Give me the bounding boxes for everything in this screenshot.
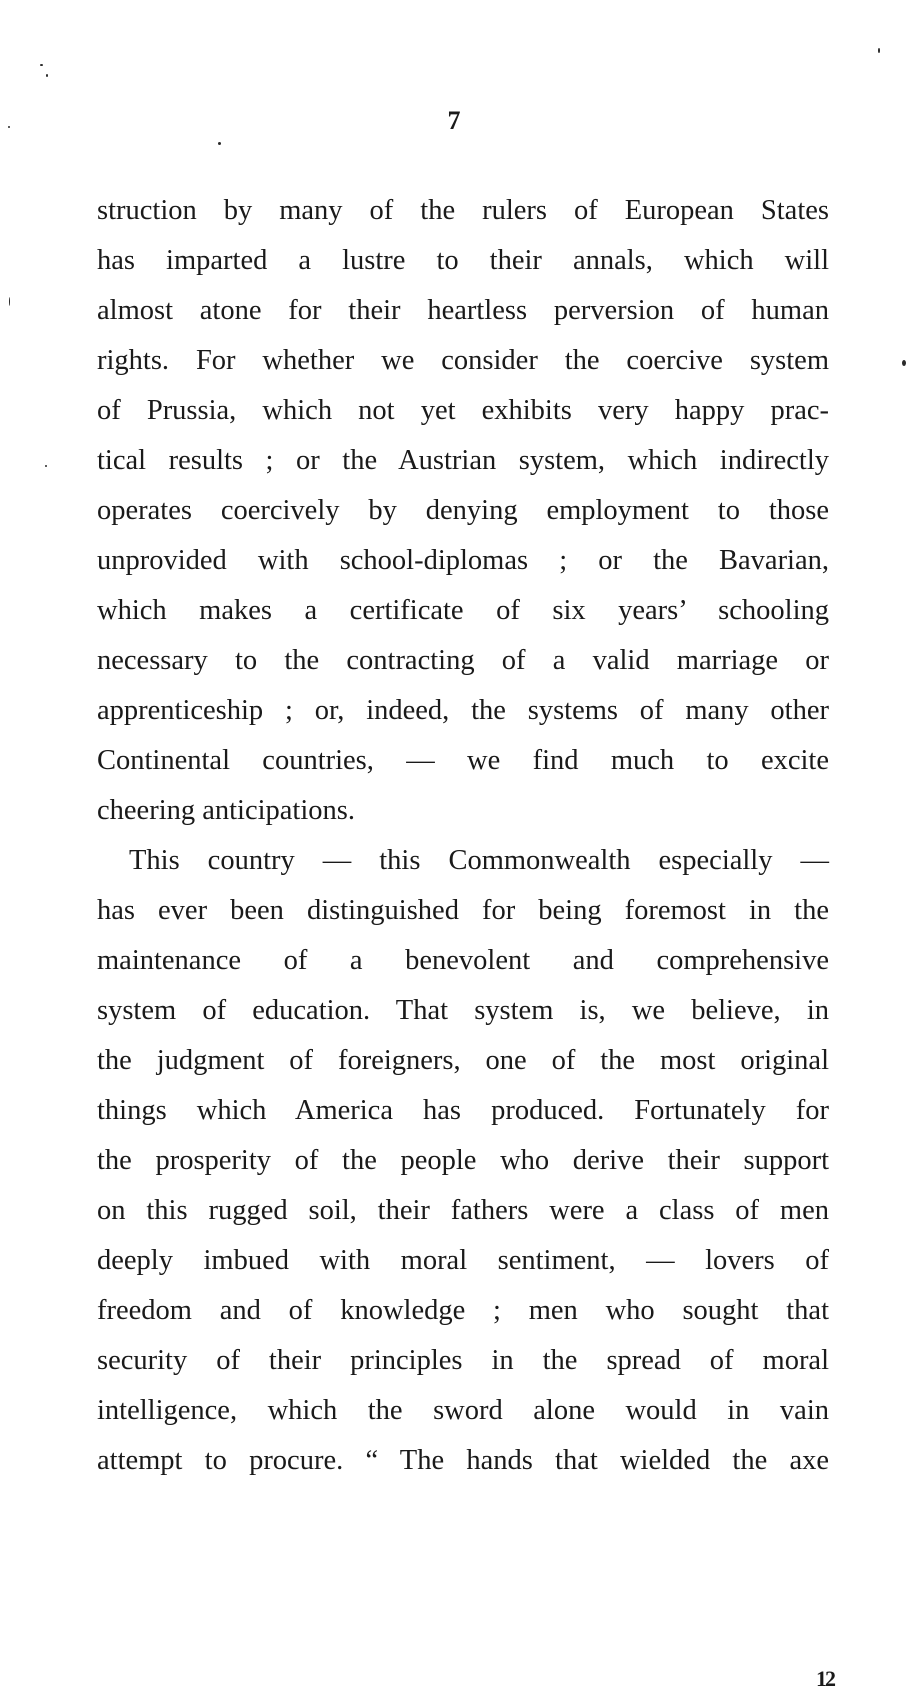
text-line: deeply imbued with moral sentiment, — lovers of: [97, 1245, 829, 1276]
text-line: operates coercively by denying employment to those: [97, 495, 829, 526]
text-line: cheering anticipations.: [97, 795, 355, 826]
text-line: the prosperity of the people who derive their support: [97, 1145, 829, 1176]
text-line: unprovided with school-diplomas ; or the Bavarian,: [97, 545, 829, 576]
text-line: Continental countries, — we find much to excite: [97, 745, 829, 776]
scan-speck: [9, 297, 10, 306]
text-line: almost atone for their heartless perversion of human: [97, 295, 829, 326]
page-number: 7: [447, 106, 461, 135]
text-line: security of their principles in the spread of moral: [97, 1345, 829, 1376]
scan-speck: [40, 64, 43, 66]
corner-mark: 12: [816, 1666, 834, 1691]
text-line: has imparted a lustre to their annals, which will: [97, 245, 829, 276]
text-line: of Prussia, which not yet exhibits very happy prac-: [97, 395, 829, 426]
text-line: maintenance of a benevolent and comprehensive: [97, 945, 829, 976]
scan-speck: [878, 48, 880, 53]
text-line: the judgment of foreigners, one of the most original: [97, 1045, 829, 1076]
text-line: things which America has produced. Fortunately for: [97, 1095, 829, 1126]
scan-speck: [45, 465, 47, 467]
text-line: system of education. That system is, we believe, in: [97, 995, 829, 1026]
scan-speck: [902, 360, 906, 366]
text-line: necessary to the contracting of a valid marriage or: [97, 645, 829, 676]
text-line: attempt to procure. “ The hands that wielded the axe: [97, 1445, 829, 1476]
text-line: rights. For whether we consider the coercive system: [97, 345, 829, 376]
scan-speck: [8, 126, 10, 128]
text-line: on this rugged soil, their fathers were a class of men: [97, 1195, 829, 1226]
text-line: freedom and of knowledge ; men who sought that: [97, 1295, 829, 1326]
scan-speck: [46, 74, 48, 77]
text-line: tical results ; or the Austrian system, which indirectly: [97, 445, 829, 476]
text-line: which makes a certificate of six years’ schooling: [97, 595, 829, 626]
text-line: has ever been distinguished for being foremost in the: [97, 895, 829, 926]
text-line: struction by many of the rulers of European States: [97, 195, 829, 226]
text-line: apprenticeship ; or, indeed, the systems of many other: [97, 695, 829, 726]
scan-speck: [218, 142, 221, 145]
text-line: intelligence, which the sword alone would in vain: [97, 1395, 829, 1426]
text-line: This country — this Commonwealth especially —: [129, 845, 829, 876]
